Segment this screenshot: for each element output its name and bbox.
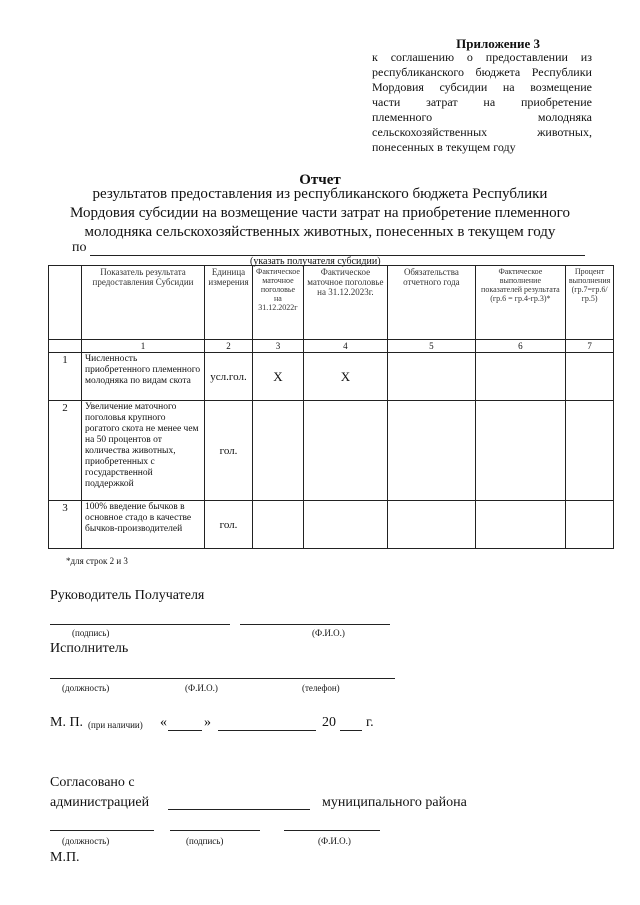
appendix-line <box>372 65 592 80</box>
header-row <box>49 266 614 340</box>
head-name-line[interactable] <box>240 624 390 625</box>
indicator-cell: Увеличение маточного поголовья крупного рогатого скота не менее чем на 50 процентов от количества животных, приобретенных с государственной поддержкой <box>82 401 205 501</box>
recipient-hint: (указать получателя субсидии) <box>250 256 381 267</box>
date-close-quote: » <box>204 715 211 730</box>
appendix-line <box>372 95 592 110</box>
row-number: 1 <box>49 353 82 401</box>
header-cell: Показатель результата предоставления Субсидии <box>82 266 205 340</box>
appendix-word: приобретение <box>520 95 592 109</box>
appendix-word: животных, <box>537 125 592 139</box>
appendix-title: Приложение 3 <box>456 36 540 51</box>
col-number <box>49 340 82 353</box>
po-label: по <box>72 240 87 255</box>
value-cell[interactable] <box>565 401 613 501</box>
value-cell[interactable] <box>565 501 613 549</box>
appendix-word: соглашению <box>390 50 455 64</box>
header-cell <box>49 266 82 340</box>
col-number: 2 <box>205 340 253 353</box>
appendix-word: предоставлении <box>485 50 568 64</box>
position-caption: (должность) <box>62 683 110 693</box>
header-cell: Фактическое выполнение показателей результата (гр.6 = гр.4-гр.3)* <box>475 266 565 340</box>
report-title: Отчет <box>299 172 341 188</box>
value-cell[interactable] <box>475 501 565 549</box>
header-cell: Единица измерения <box>205 266 253 340</box>
subtitle-line: Мордовия субсидии на возмещение части затрат на приобретение племенного <box>70 205 570 221</box>
header-cell: Фактическое маточное поголовье на 31.12.2022г <box>253 266 304 340</box>
appendix-word: республиканского <box>372 65 464 79</box>
appendix-line <box>372 110 592 125</box>
appendix-text <box>372 50 592 155</box>
unit-cell: гол. <box>205 401 253 501</box>
value-cell[interactable] <box>387 401 475 501</box>
head-signature-line[interactable] <box>50 624 230 625</box>
fio-caption: (Ф.И.О.) <box>185 683 218 693</box>
appendix-line <box>372 140 592 155</box>
col-number: 1 <box>82 340 205 353</box>
unit-cell: гол. <box>205 501 253 549</box>
final-stamp-label: М.П. <box>50 850 80 865</box>
indicator-cell: Численность приобретенного племенного молодняка по видам скота <box>82 353 205 401</box>
table-row <box>49 501 614 549</box>
value-cell[interactable] <box>475 353 565 401</box>
administration-label: администрацией <box>50 795 150 810</box>
year-field[interactable] <box>340 730 362 731</box>
col-number: 4 <box>303 340 387 353</box>
appendix-word: на <box>483 95 496 109</box>
value-cell[interactable] <box>303 501 387 549</box>
day-field[interactable] <box>168 730 202 731</box>
phone-caption: (телефон) <box>302 683 340 693</box>
appendix-word: субсидии <box>439 80 488 94</box>
col-number: 6 <box>475 340 565 353</box>
column-number-row <box>49 340 614 353</box>
executor-line[interactable] <box>50 678 395 679</box>
row-number: 3 <box>49 501 82 549</box>
appendix-word: молодняка <box>537 110 592 124</box>
appendix-word: затрат <box>426 95 458 109</box>
value-cell[interactable] <box>303 401 387 501</box>
head-label: Руководитель Получателя <box>50 588 205 603</box>
value-cell[interactable] <box>253 501 304 549</box>
subtitle-line: результатов предоставления из республиканского бюджета Республики <box>92 186 548 202</box>
value-cell[interactable]: X <box>303 353 387 401</box>
header-cell: Обязательства отчетного года <box>387 266 475 340</box>
col-number: 5 <box>387 340 475 353</box>
table-row <box>49 353 614 401</box>
position-caption: (должность) <box>62 836 110 846</box>
appendix-word: сельскохозяйственных <box>372 125 488 139</box>
appendix-word: на <box>502 80 515 94</box>
value-cell[interactable] <box>387 353 475 401</box>
signature-caption: (подпись) <box>186 836 224 846</box>
indicator-cell: 100% введение бычков в основное стадо в качестве бычков-производителей <box>82 501 205 549</box>
stamp-label: М. П. <box>50 715 84 730</box>
appendix-word: части <box>372 95 401 109</box>
header-cell: Фактическое маточное поголовье на 31.12.2023г. <box>303 266 387 340</box>
appendix-line <box>372 50 592 65</box>
appendix-word: племенного <box>372 110 433 124</box>
report-subtitle <box>40 185 600 242</box>
appendix-word: понесенных в текущем году <box>372 140 516 154</box>
fio-caption: (Ф.И.О.) <box>312 628 345 638</box>
appendix-word: возмещение <box>530 80 592 94</box>
year-suffix: г. <box>366 715 374 730</box>
table-row <box>49 401 614 501</box>
row-number: 2 <box>49 401 82 501</box>
col-number: 7 <box>565 340 613 353</box>
header-cell: Процент выполнения (гр.7=гр.6/гр.5) <box>565 266 613 340</box>
value-cell[interactable] <box>475 401 565 501</box>
agreed-label: Согласовано с <box>50 775 135 790</box>
stamp-hint: (при наличии) <box>88 720 143 730</box>
appendix-word: о <box>466 50 473 64</box>
subtitle-line: молодняка сельскохозяйственных животных, понесенных в текущем году <box>84 224 556 240</box>
fio-caption: (Ф.И.О.) <box>318 836 351 846</box>
month-field[interactable] <box>218 730 316 731</box>
appendix-line <box>372 125 592 140</box>
appendix-word: Мордовия <box>372 80 424 94</box>
appendix-line <box>372 80 592 95</box>
executor-label: Исполнитель <box>50 641 129 656</box>
report-table <box>48 265 614 549</box>
appendix-word: Республики <box>531 65 592 79</box>
agreed-name-line[interactable] <box>284 830 380 831</box>
unit-cell: усл.гол. <box>205 353 253 401</box>
value-cell[interactable]: X <box>253 353 304 401</box>
table-footnote: *для строк 2 и 3 <box>66 556 128 566</box>
agreed-position-line[interactable] <box>50 830 154 831</box>
value-cell[interactable] <box>387 501 475 549</box>
date-open-quote: « <box>160 715 167 730</box>
signature-caption: (подпись) <box>72 628 110 638</box>
district-name-field[interactable] <box>168 809 310 810</box>
appendix-word: к <box>372 50 378 64</box>
col-number: 3 <box>253 340 304 353</box>
value-cell[interactable] <box>565 353 613 401</box>
appendix-word: бюджета <box>475 65 521 79</box>
appendix-word: из <box>580 50 592 64</box>
value-cell[interactable] <box>253 401 304 501</box>
district-label: муниципального района <box>322 795 467 810</box>
agreed-signature-line[interactable] <box>170 830 260 831</box>
year-prefix: 20 <box>322 715 336 730</box>
